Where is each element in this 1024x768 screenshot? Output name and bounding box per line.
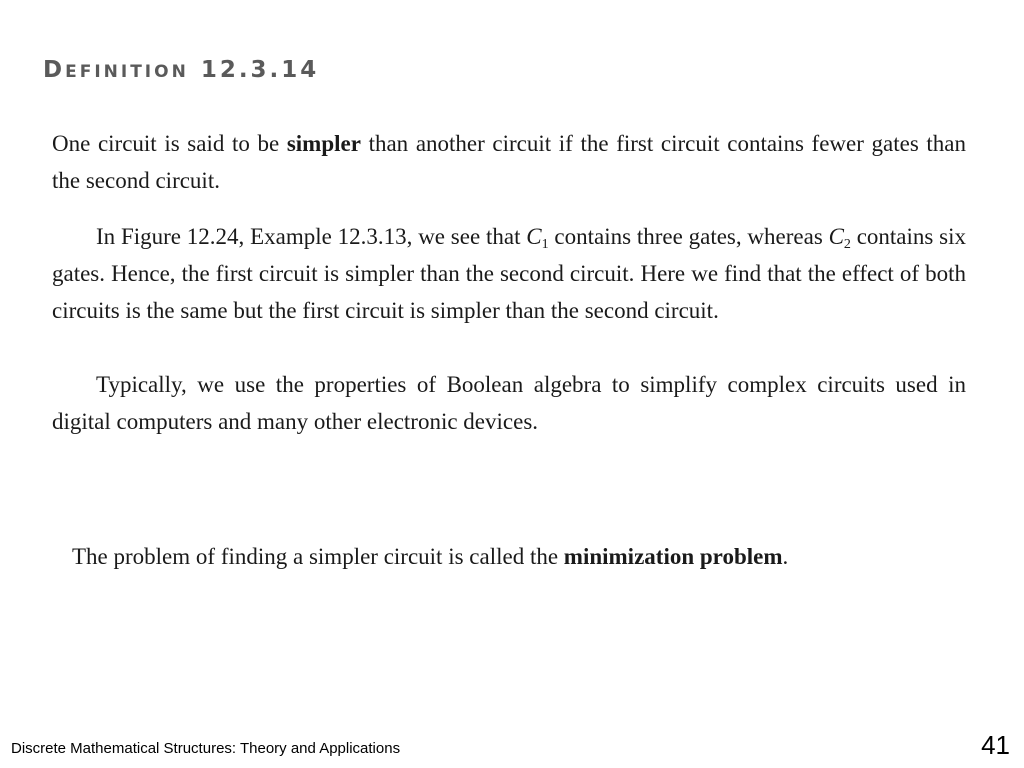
heading-word: EFINITION — [65, 62, 189, 82]
minimization-text-before: The problem of finding a simpler circuit is called the — [72, 544, 564, 569]
example-text-1: In Figure 12.24, Example 12.3.13, we see that — [96, 224, 527, 249]
example-paragraph — [52, 218, 966, 329]
footer-title: Discrete Mathematical Structures: Theory and Applications — [11, 740, 401, 757]
variable-c2: C — [828, 224, 844, 249]
example-text-3: contains six gates. Hence, the first circuit is simpler than the second circuit. Here we find that the effect of both circuits is the same but the first circuit is simpler than the second circuit. — [52, 224, 966, 323]
subscript-1: 1 — [541, 237, 549, 252]
page-number: 41 — [981, 730, 1010, 760]
typically-paragraph: Typically, we use the properties of Boolean algebra to simplify complex circuits used in digital computers and many other electronic devices. — [52, 372, 966, 434]
heading-initial: D — [43, 57, 66, 83]
minimization-sentence — [72, 544, 788, 570]
minimization-text-after: . — [782, 544, 789, 569]
definition-paragraph — [52, 125, 966, 199]
definition-text-after: than another circuit if the first circuit contains fewer gates than the second circuit. — [52, 131, 966, 193]
heading-number: 12.3.14 — [200, 57, 320, 83]
definition-text-before: One circuit is said to be — [52, 131, 287, 156]
subscript-2: 2 — [843, 237, 851, 252]
variable-c1: C — [526, 224, 542, 249]
minimization-term: minimization problem — [563, 544, 783, 569]
example-text-2: contains three gates, whereas — [548, 224, 829, 249]
definition-heading — [43, 57, 319, 83]
definition-term: simpler — [286, 131, 361, 156]
